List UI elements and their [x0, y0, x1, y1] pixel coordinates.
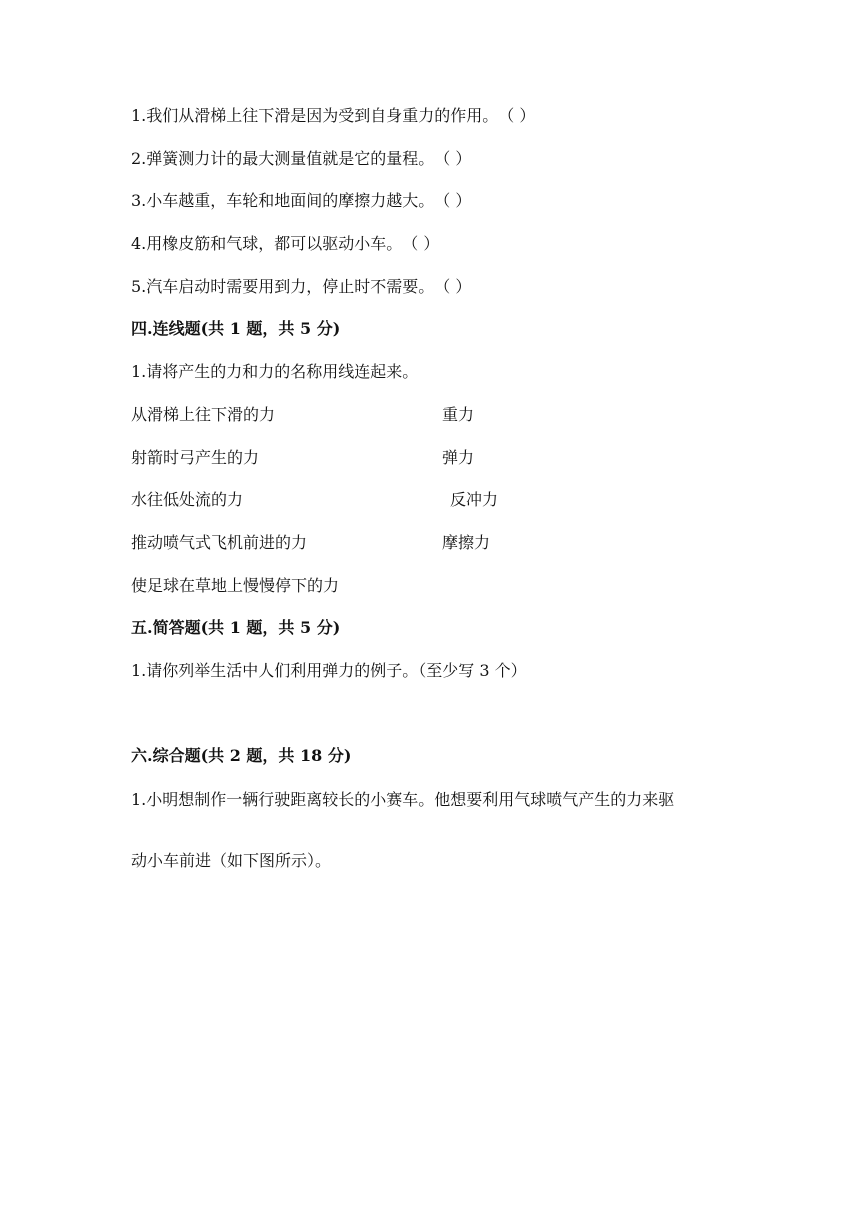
- matching-right-item: 弹力: [442, 448, 475, 467]
- section-heading-short-answer: 五.简答题(共 1 题，共 5 分): [131, 618, 341, 637]
- section-heading-comprehensive: 六.综合题(共 2 题，共 18 分): [131, 746, 352, 765]
- judgement-item-text: 5.汽车启动时需要用到力，停止时不需要。: [131, 277, 435, 296]
- matching-question: 1.请将产生的力和力的名称用线连起来。: [131, 362, 419, 381]
- answer-parentheses: （ ）: [434, 191, 472, 210]
- matching-left-item: 从滑梯上往下滑的力: [131, 405, 276, 424]
- matching-left-item: 水往低处流的力: [131, 490, 244, 509]
- section-heading-matching: 四.连线题(共 1 题，共 5 分): [131, 319, 341, 338]
- answer-parentheses: （ ）: [498, 106, 536, 125]
- comprehensive-question-line-1: 1.小明想制作一辆行驶距离较长的小赛车。他想要利用气球喷气产生的力来驱: [131, 790, 675, 809]
- answer-parentheses: （ ）: [402, 234, 440, 253]
- judgement-item-4: [131, 234, 439, 254]
- judgement-item-5: [131, 277, 471, 297]
- answer-parentheses: （ ）: [434, 149, 472, 168]
- judgement-item-3: [131, 191, 471, 211]
- short-answer-question: 1.请你列举生活中人们利用弹力的例子。（至少写 3 个）: [131, 661, 527, 680]
- answer-parentheses: （ ）: [434, 277, 472, 296]
- matching-row-1: [131, 405, 275, 425]
- matching-right-item: 反冲力: [450, 490, 499, 509]
- judgement-item-text: 2.弹簧测力计的最大测量值就是它的量程。: [131, 149, 435, 168]
- matching-left-item: 射箭时弓产生的力: [131, 448, 260, 467]
- judgement-item-1: [131, 106, 535, 126]
- judgement-item-text: 3.小车越重，车轮和地面间的摩擦力越大。: [131, 191, 435, 210]
- matching-left-item: 使足球在草地上慢慢停下的力: [131, 576, 340, 595]
- matching-right-item: 摩擦力: [442, 533, 491, 552]
- judgement-item-text: 1.我们从滑梯上往下滑是因为受到自身重力的作用。: [131, 106, 499, 125]
- judgement-item-text: 4.用橡皮筋和气球，都可以驱动小车。: [131, 234, 403, 253]
- comprehensive-question-line-2: 动小车前进（如下图所示）。: [131, 851, 332, 870]
- matching-left-item: 推动喷气式飞机前进的力: [131, 533, 308, 552]
- matching-right-item: 重力: [442, 405, 475, 424]
- judgement-item-2: [131, 149, 471, 169]
